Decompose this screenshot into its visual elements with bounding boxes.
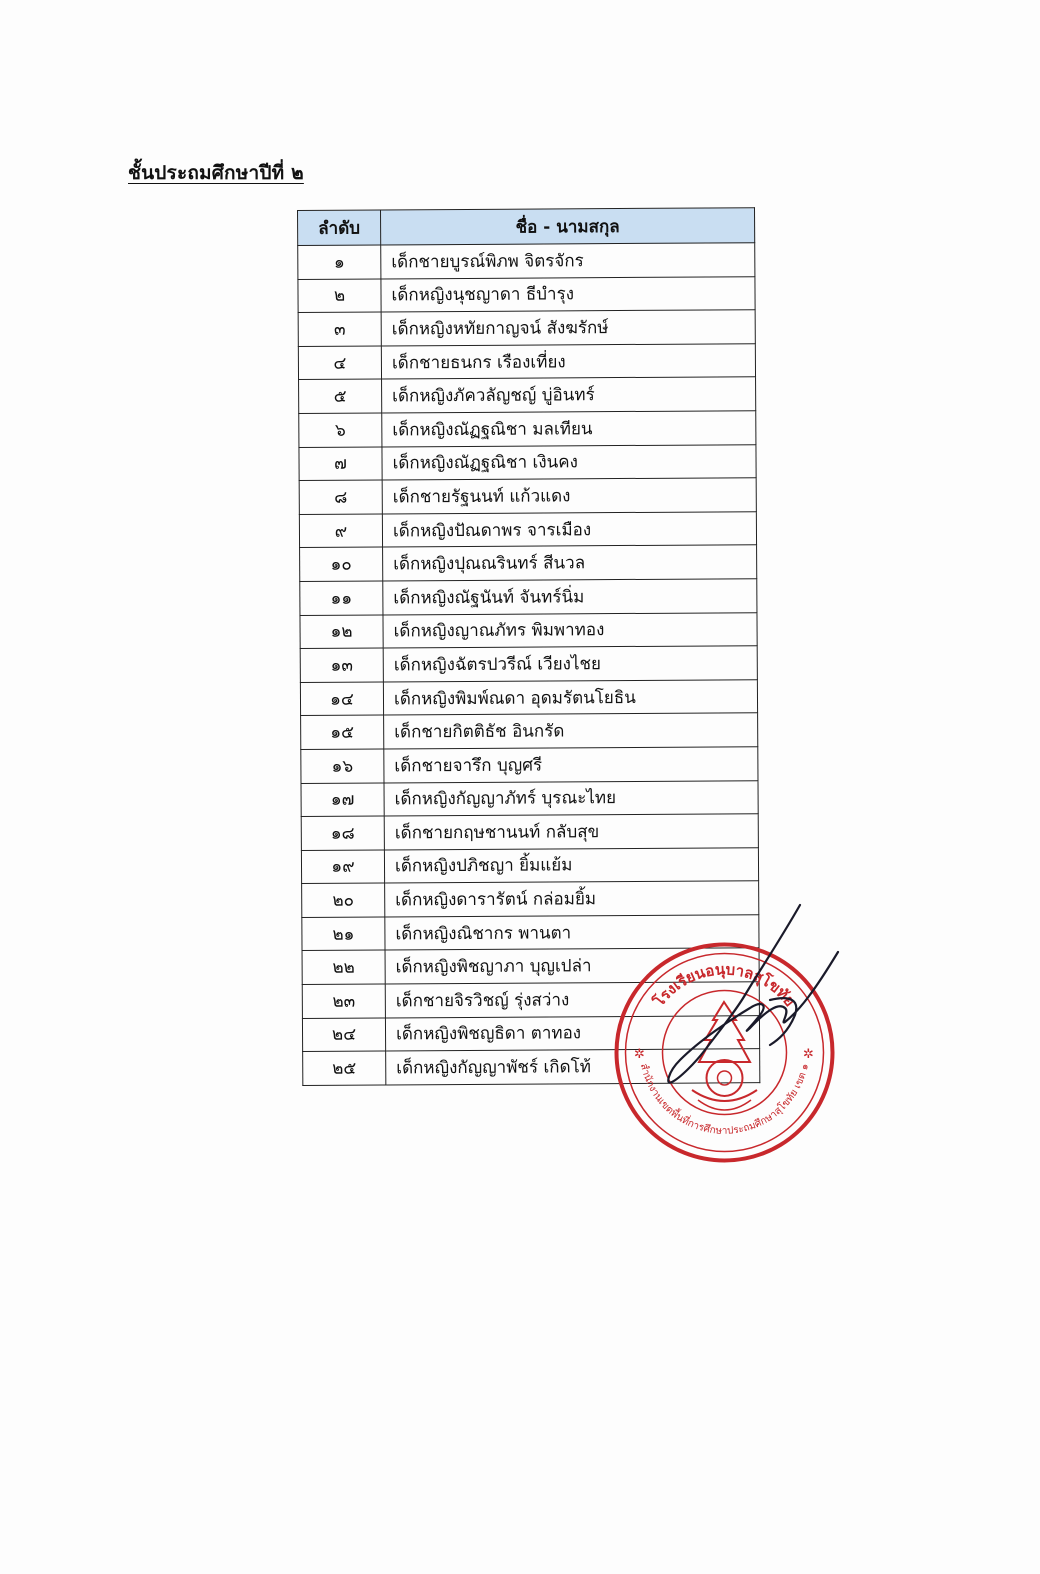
row-number: ๒๒ (302, 950, 385, 984)
table-row (298, 243, 755, 279)
row-number: ๒๐ (302, 883, 385, 917)
table-row (300, 679, 757, 715)
row-number: ๑๒ (300, 615, 383, 649)
table-row (299, 411, 756, 447)
row-number: ๑ (298, 245, 381, 279)
row-number: ๑๖ (301, 749, 384, 783)
row-number: ๑๙ (301, 850, 384, 884)
table-row (300, 545, 757, 581)
student-name: เด็กหญิงณิชากร พานตา (385, 915, 759, 951)
table-row (300, 646, 757, 682)
student-name: เด็กหญิงปัณดาพร จารเมือง (382, 511, 756, 547)
student-name: เด็กหญิงณัฏฐณิชา มลเทียน (382, 411, 756, 447)
student-name: เด็กหญิงภัควลัญชญ์ บู่อินทร์ (382, 377, 756, 413)
student-name: เด็กหญิงญาณภัทร พิมพาทอง (383, 612, 757, 648)
row-number: ๙ (299, 514, 382, 548)
row-number: ๑๔ (300, 682, 383, 716)
row-number: ๑๕ (301, 715, 384, 749)
row-number: ๑๗ (301, 782, 384, 816)
table-header-row (298, 208, 755, 246)
row-number: ๒ (298, 279, 381, 313)
table-row (298, 343, 755, 379)
student-name: เด็กหญิงนุชญาดา ธีบำรุง (381, 276, 755, 312)
signature (650, 900, 850, 1100)
student-name: เด็กหญิงดารารัตน์ กล่อมยิ้ม (385, 881, 759, 917)
table-row (300, 612, 757, 648)
table-row (301, 814, 758, 850)
row-number: ๑๘ (301, 816, 384, 850)
table-row (301, 713, 758, 749)
table-row (301, 780, 758, 816)
table-row (299, 511, 756, 547)
table-row (299, 478, 756, 514)
table-row (299, 377, 756, 413)
student-name: เด็กหญิงพิชญาภา บุญเปล่า (385, 948, 759, 984)
student-name: เด็กชายรัฐนนท์ แก้วแดง (382, 478, 756, 514)
student-name: เด็กหญิงปุณณรินทร์ สีนวล (383, 545, 757, 581)
table-row (301, 747, 758, 783)
student-name: เด็กชายกิตติธัช อินกรัด (384, 713, 758, 749)
student-name: เด็กชายบูรณ์พิภพ จิตรจักร (381, 243, 755, 279)
seal-top-text: โรงเรียนอนุบาลสุโขทัย (649, 960, 800, 1010)
student-name: เด็กชายจารึก บุญศรี (384, 747, 758, 783)
seal-star-left-icon: ✲ (634, 1047, 645, 1062)
row-number: ๒๕ (303, 1051, 386, 1085)
student-name: เด็กชายจิรวิชญ์ รุ่งสว่าง (385, 982, 759, 1018)
student-name: เด็กหญิงณัฐนันท์ จันทร์นิ่ม (383, 579, 757, 615)
row-number: ๕ (299, 379, 382, 413)
row-number: ๑๑ (300, 581, 383, 615)
row-number: ๖ (299, 413, 382, 447)
student-name: เด็กหญิงณัฏฐณิชา เงินคง (382, 444, 756, 480)
seal-star-right-icon: ✲ (803, 1047, 814, 1062)
student-name: เด็กชายธนกร เรืองเที่ยง (381, 343, 755, 379)
student-name: เด็กชายกฤษชานนท์ กลับสุข (384, 814, 758, 850)
student-name: เด็กหญิงกัญญาพัชร์ เกิดโท้ (386, 1049, 760, 1085)
student-name: เด็กหญิงหทัยกาญจน์ สังฆรักษ์ (381, 310, 755, 346)
row-number: ๔ (298, 346, 381, 380)
row-number: ๑๐ (300, 547, 383, 581)
table-row (298, 310, 755, 346)
student-name: เด็กหญิงกัญญาภัทร์ บุรณะไทย (384, 780, 758, 816)
row-number: ๒๔ (302, 1018, 385, 1052)
row-number: ๗ (299, 447, 382, 481)
student-name: เด็กหญิงพิชญธิดา ตาทอง (385, 1015, 759, 1051)
header-number: ลำดับ (298, 210, 381, 246)
table-row (298, 276, 755, 312)
row-number: ๒๓ (302, 984, 385, 1018)
student-name: เด็กหญิงพิมพ์ณดา อุดมรัตนโยธิน (383, 679, 757, 715)
table-row (299, 444, 756, 480)
row-number: ๑๓ (300, 648, 383, 682)
row-number: ๓ (298, 312, 381, 346)
header-name: ชื่อ - นามสกุล (381, 208, 755, 245)
row-number: ๘ (299, 480, 382, 514)
row-number: ๒๑ (302, 917, 385, 951)
student-name: เด็กหญิงฉัตรปวรีณ์ เวียงไชย (383, 646, 757, 682)
table-row (300, 579, 757, 615)
table-row (301, 847, 758, 883)
seal-bottom-text: สำนักงานเขตพื้นที่การศึกษาประถมศึกษาสุโขทัย เขต ๑ (637, 1062, 812, 1137)
student-name: เด็กหญิงปภิชญา ยิ้มแย้ม (384, 847, 758, 883)
page-heading: ชั้นประถมศึกษาปีที่ ๒ (128, 162, 304, 184)
